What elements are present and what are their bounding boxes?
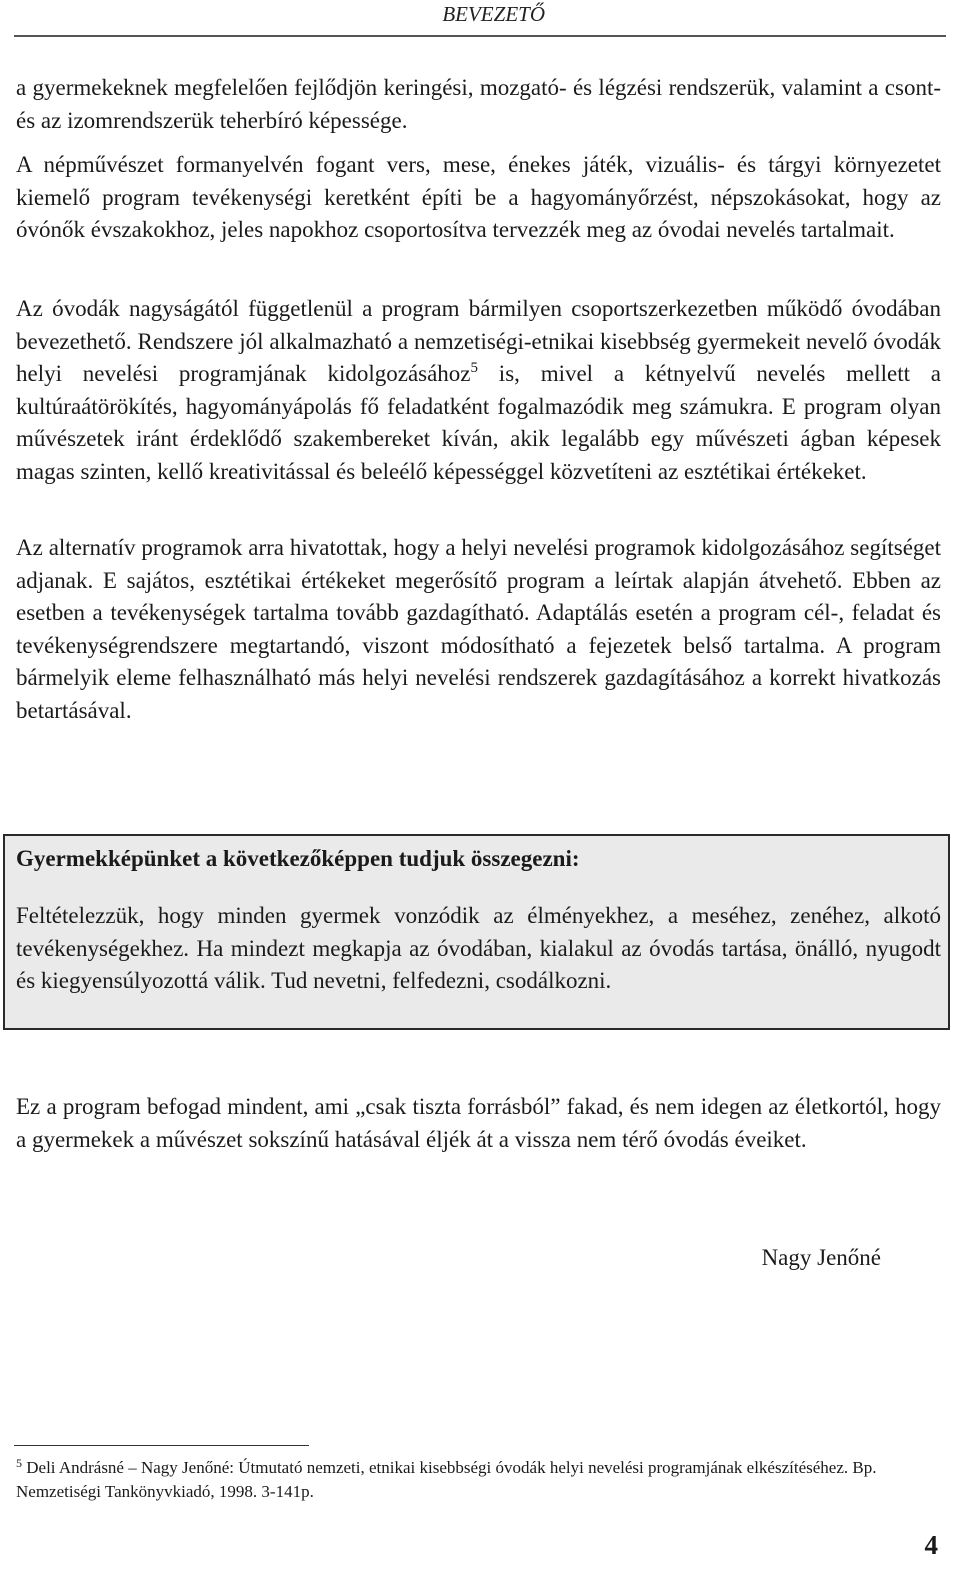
header-divider [14, 35, 946, 37]
summary-text: Feltételezzük, hogy minden gyermek vonzódik az élményekhez, a meséhez, zenéhez, alkotó tevékenységekhez. Ha mindezt megkapja az óvodában, kialakul az óvodás tartása, önálló, nyugodt és kiegyensúlyozottá válik. Tud nevetni, felfedezni, csodálkozni. [16, 903, 941, 993]
footnote [16, 1456, 896, 1504]
footnote-number: 5 [16, 1456, 22, 1470]
footnote-reference[interactable]: 5 [470, 360, 479, 376]
paragraph-applicability-text-cont: is, mivel a kétnyelvű nevelés mellett a kultúraátörökítés, hagyományápolás fő feladatként fogalmazódik meg számukra. E program olyan művészetek iránt érdeklődő szakembereket kíván, akik legalább egy művészeti ágban képesek magas szinten, kellő kreativitással és beleélő képességgel közvetíteni az esztétikai értékeket. [16, 361, 941, 484]
paragraph-applicability [16, 293, 941, 488]
footnote-text: Deli Andrásné – Nagy Jenőné: Útmutató nemzeti, etnikai kisebbségi óvodák helyi nevelési programjának elkészítéséhez. Bp. Nemzetiségi Tankönyvkiadó, 1998. 3-141p. [16, 1458, 877, 1501]
paragraph-alternative-programs: Az alternatív programok arra hivatottak, hogy a helyi nevelési programok kidolgozásához segítséget adjanak. E sajátos, esztétikai értékeket megerősítő program a leírtak alapján átvehető. Ebben az esetben a tevékenységek tartalma tovább gazdagítható. Adaptálás esetén a program cél-, feladat és tevékenységrendszere megtartandó, viszont módosítható a fejezetek belső tartalma. A program bármelyik eleme felhasználható más helyi nevelési rendszerek gazdagításához a korrekt hivatkozás betartásával. [16, 535, 941, 723]
summary-heading: Gyermekképünket a következőképpen tudjuk összegezni: [16, 846, 580, 871]
paragraph-folk-art: A népművészet formanyelvén fogant vers, mese, énekes játék, vizuális- és tárgyi környezetet kiemelő program tevékenységi keretként építi be a hagyományőrzést, népszokásokat, hogy az óvónők évszakokhoz, jeles napokhoz csoportosítva tervezzék meg az óvodai nevelés tartalmait. [16, 152, 941, 242]
author-signature: Nagy Jenőné [761, 1245, 881, 1270]
chapter-header: BEVEZETŐ [442, 2, 545, 26]
footnote-divider [14, 1445, 309, 1446]
page-number: 4 [924, 1530, 938, 1560]
paragraph-intro-continuation: a gyermekeknek megfelelően fejlődjön keringési, mozgató- és légzési rendszerük, valamint a csont-és az izomrendszerük teherbíró képessége. [16, 75, 941, 133]
closing-paragraph: Ez a program befogad mindent, ami „csak tiszta forrásból” fakad, és nem idegen az életkortól, hogy a gyermekek a művészet sokszínű hatásával éljék át a vissza nem térő óvodás éveiket. [16, 1094, 941, 1152]
paragraph-applicability-text: Az óvodák nagyságától függetlenül a program bármilyen csoportszerkezetben működő óvodában bevezethető. Rendszere jól alkalmazható a nemzetiségi-etnikai kisebbség gyermekeit nevelő óvodák helyi nevelési programjának kidolgozásához [16, 296, 941, 386]
